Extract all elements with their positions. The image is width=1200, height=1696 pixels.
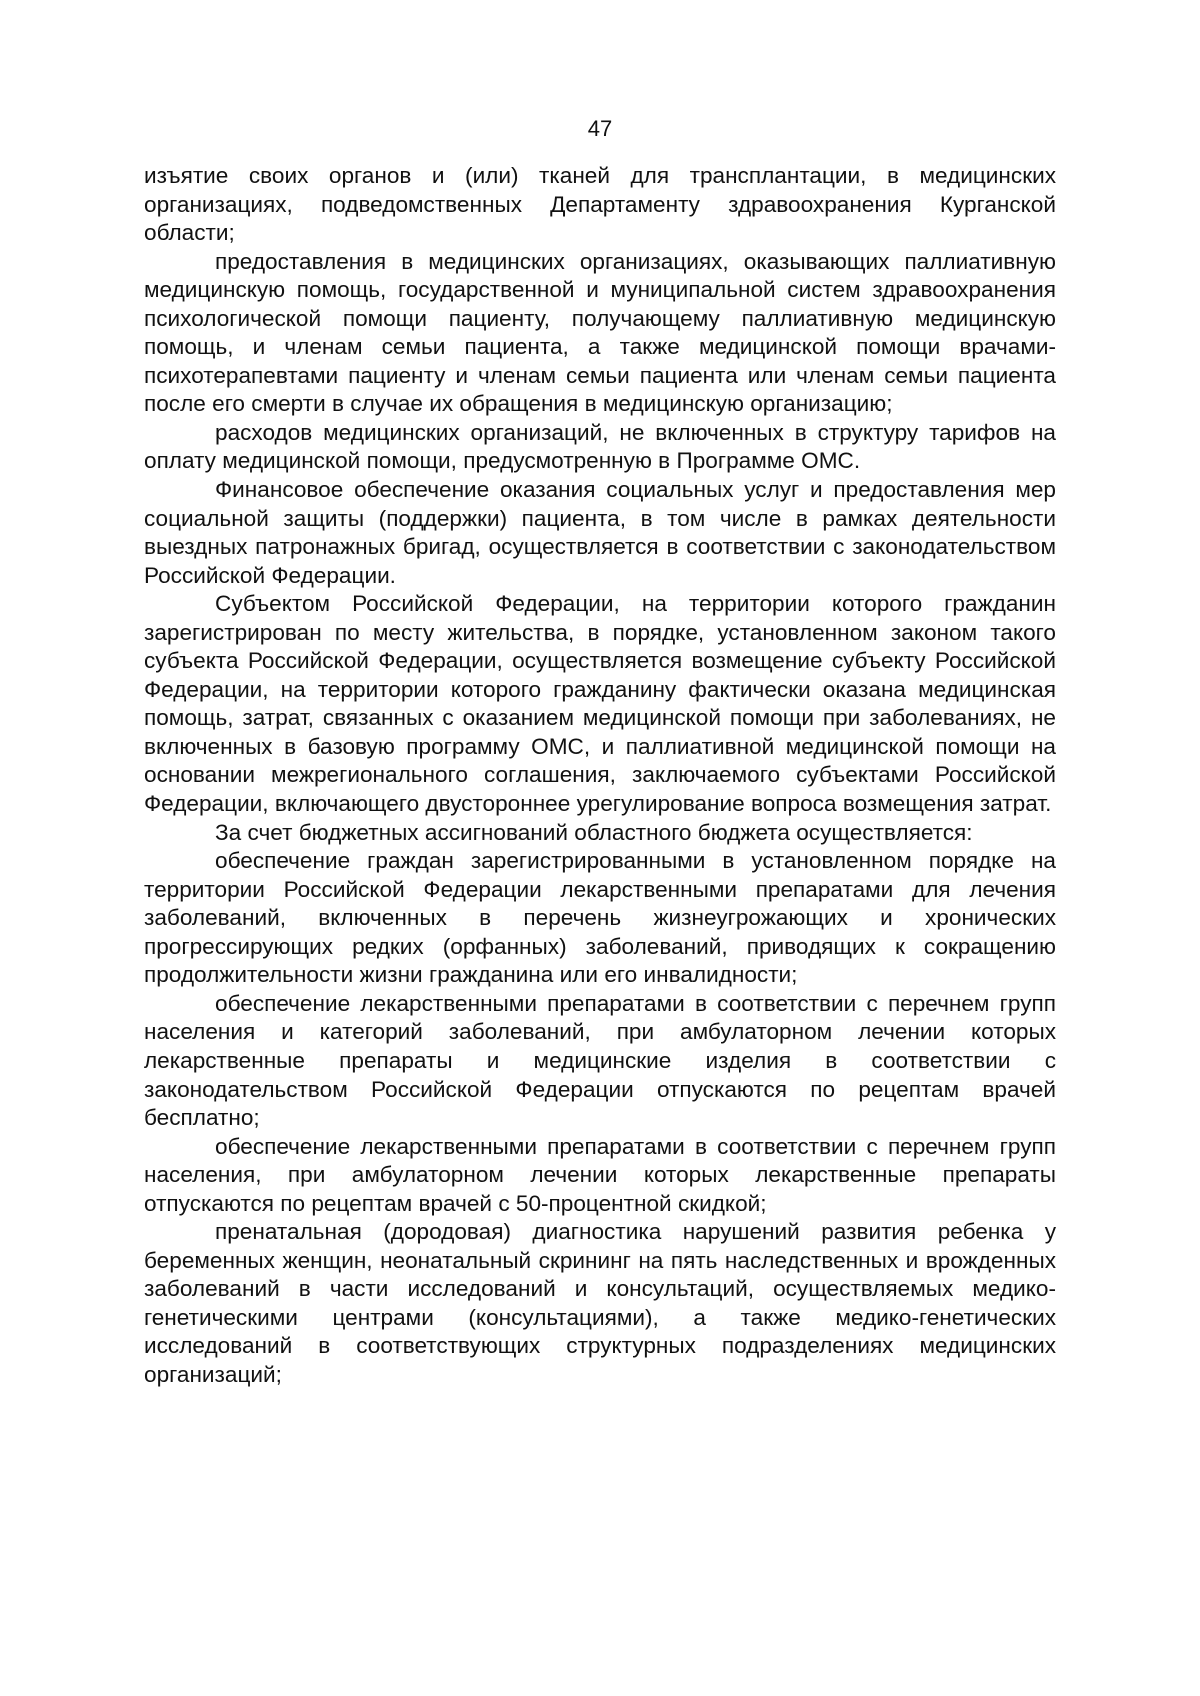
document-body (144, 162, 1056, 1390)
paragraph-organ-removal: изъятие своих органов и (или) тканей для трансплантации, в медицинских организациях, подведомственных Департаменту здравоохранения Курганской области; (144, 163, 1056, 246)
page-number: 47 (587, 116, 613, 141)
paragraph-free-prescriptions: обеспечение лекарственными препаратами в соответствии с перечнем групп населения и категорий заболеваний, при амбулаторном лечении которых лекарственные препараты и медицинские изделия в соответствии с законодательством Российской Федерации отпускаются по рецептам врачей бесплатно; (144, 990, 1056, 1131)
paragraph-organization-expenses: расходов медицинских организаций, не включенных в структуру тарифов на оплату медицинской помощи, предусмотренную в Программе ОМС. (144, 419, 1056, 474)
paragraph-orphan-drugs: обеспечение граждан зарегистрированными в установленном порядке на территории Российской Федерации лекарственными препаратами для лечения заболеваний, включенных в перечень жизнеугрожающих и хронических прогрессирующих редких (орфанных) заболеваний, приводящих к сокращению продолжительности жизни гражданина или его инвалидности; (144, 848, 1056, 988)
paragraph-discount-prescriptions: обеспечение лекарственными препаратами в соответствии с перечнем групп населения, при амбулаторном лечении которых лекарственные препараты отпускаются по рецептам врачей с 50-процентной скидкой; (144, 1133, 1056, 1216)
paragraph-regional-budget-intro: За счет бюджетных ассигнований областного бюджета осуществляется: (215, 819, 973, 845)
paragraph-social-support-financing: Финансовое обеспечение оказания социальных услуг и предоставления мер социальной защиты (поддержки) пациента, в том числе в рамках деятельности выездных патронажных бригад, осуществляется в соответствии с законодательством Российской Федерации. (144, 477, 1056, 588)
paragraph-interregional-compensation: Субъектом Российской Федерации, на территории которого гражданин зарегистрирован по месту жительства, в порядке, установленном законом такого субъекта Российской Федерации, осуществляется возмещение субъекту Российской Федерации, на территории которого гражданину фактически оказана медицинская помощь, затрат, связанных с оказанием медицинской помощи при заболеваниях, не включенных в базовую программу ОМС, и паллиативной медицинской помощи на основании межрегионального соглашения, заключаемого субъектами Российской Федерации, включающего двустороннее урегулирование вопроса возмещения затрат. (144, 591, 1056, 817)
paragraph-psychological-help: предоставления в медицинских организациях, оказывающих паллиативную медицинскую помощь, государственной и муниципальной систем здравоохранения психологической помощи пациенту, получающему паллиативную медицинскую помощь, и членам семьи пациента, а также медицинской помощи врачами-психотерапевтами пациенту и членам семьи пациента или членам семьи пациента после его смерти в случае их обращения в медицинскую организацию; (144, 248, 1056, 417)
paragraph-prenatal-diagnostics: пренатальная (дородовая) диагностика нарушений развития ребенка у беременных женщин, неонатальный скрининг на пять наследственных и врожденных заболеваний в части исследований и консультаций, осуществляемых медико-генетическими центрами (консультациями), а также медико-генетических исследований в соответствующих структурных подразделениях медицинских организаций; (144, 1219, 1056, 1387)
